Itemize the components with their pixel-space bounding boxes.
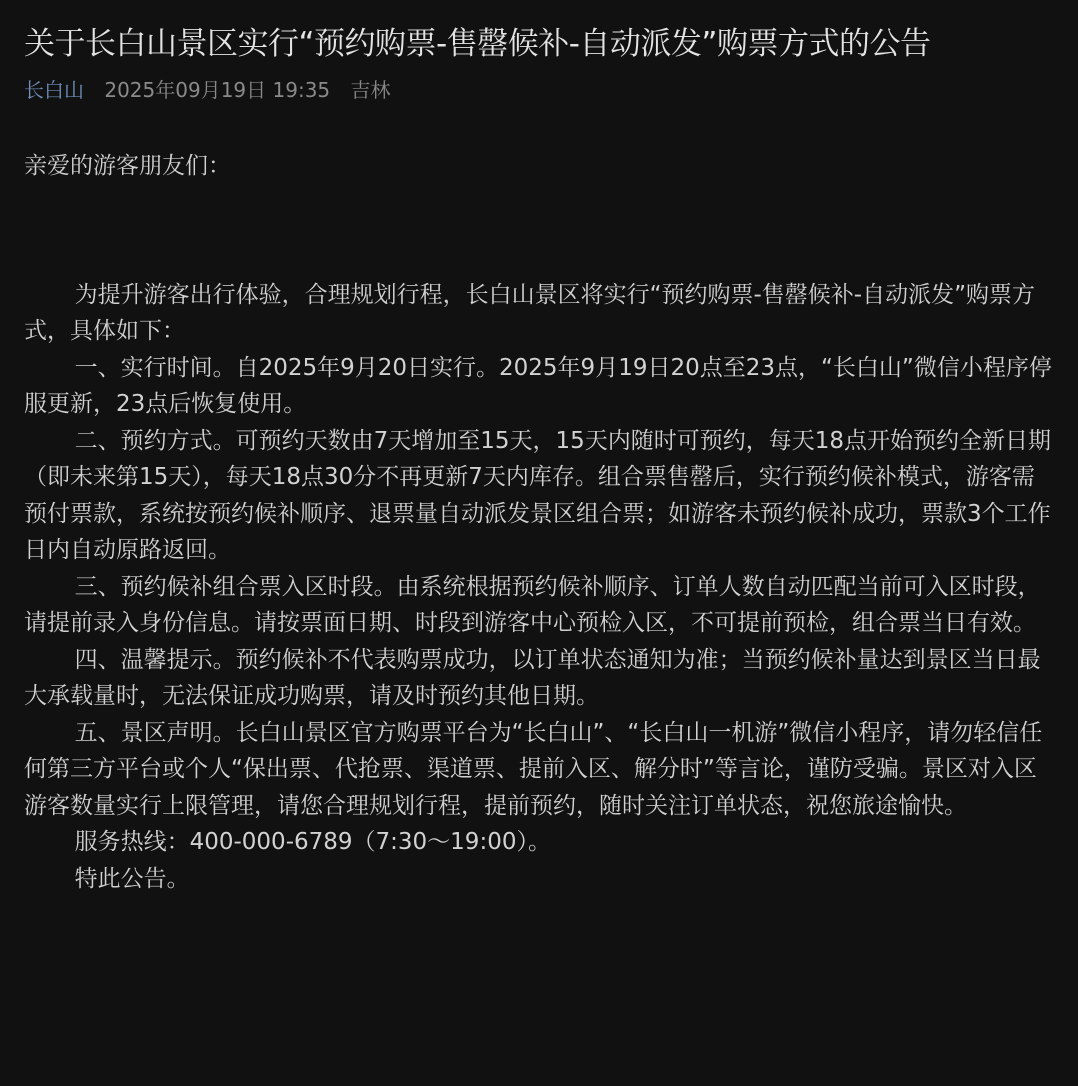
article-title: 关于长白山景区实行“预约购票-售罄候补-自动派发”购票方式的公告 <box>24 26 931 62</box>
paragraph-entry-time-slot: 三、预约候补组合票入区时段。由系统根据预约候补顺序、订单人数自动匹配当前可入区时段，请提前录入身份信息。请按票面日期、时段到游客中心预检入区，不可提前预检，组合票当日有效。 <box>24 573 1041 636</box>
publish-datetime: 2025年09月19日 19:35 <box>104 78 331 102</box>
article-body <box>24 148 1054 897</box>
service-hotline: 服务热线：400-000-6789（7:30～19:00）。 <box>74 829 551 855</box>
greeting: 亲爱的游客朋友们： <box>24 153 231 179</box>
paragraph-intro: 为提升游客出行体验，合理规划行程，长白山景区将实行“预约购票-售罄候补-自动派发”购票方式，具体如下： <box>24 281 1036 344</box>
author-link[interactable]: 长白山 <box>24 78 84 102</box>
paragraph-booking-method: 二、预约方式。可预约天数由7天增加至15天，15天内随时可预约，每天18点开始预约全新日期（即未来第15天），每天18点30分不再更新7天内库存。组合票售罄后，实行预约候补模式，游客需预付票款，系统按预约候补顺序、退票量自动派发景区组合票；如游客未预约候补成功，票款3个工作日内自动原路返回。 <box>24 427 1052 563</box>
paragraph-reminder: 四、温馨提示。预约候补不代表购票成功，以订单状态通知为准；当预约候补量达到景区当日最大承载量时，无法保证成功购票，请及时预约其他日期。 <box>24 646 1041 709</box>
publish-location: 吉林 <box>350 78 391 102</box>
paragraph-implementation-time: 一、实行时间。自2025年9月20日实行。2025年9月19日20点至23点，“长白山”微信小程序停服更新，23点后恢复使用。 <box>24 354 1052 417</box>
paragraph-statement: 五、景区声明。长白山景区官方购票平台为“长白山”、“长白山一机游”微信小程序，请勿轻信任何第三方平台或个人“保出票、代抢票、渠道票、提前入区、解分时”等言论，谨防受骗。景区对入区游客数量实行上限管理，请您合理规划行程，提前预约，随时关注订单状态，祝您旅途愉快。 <box>24 719 1043 819</box>
closing-notice: 特此公告。 <box>74 865 190 892</box>
article-meta <box>24 76 1054 104</box>
